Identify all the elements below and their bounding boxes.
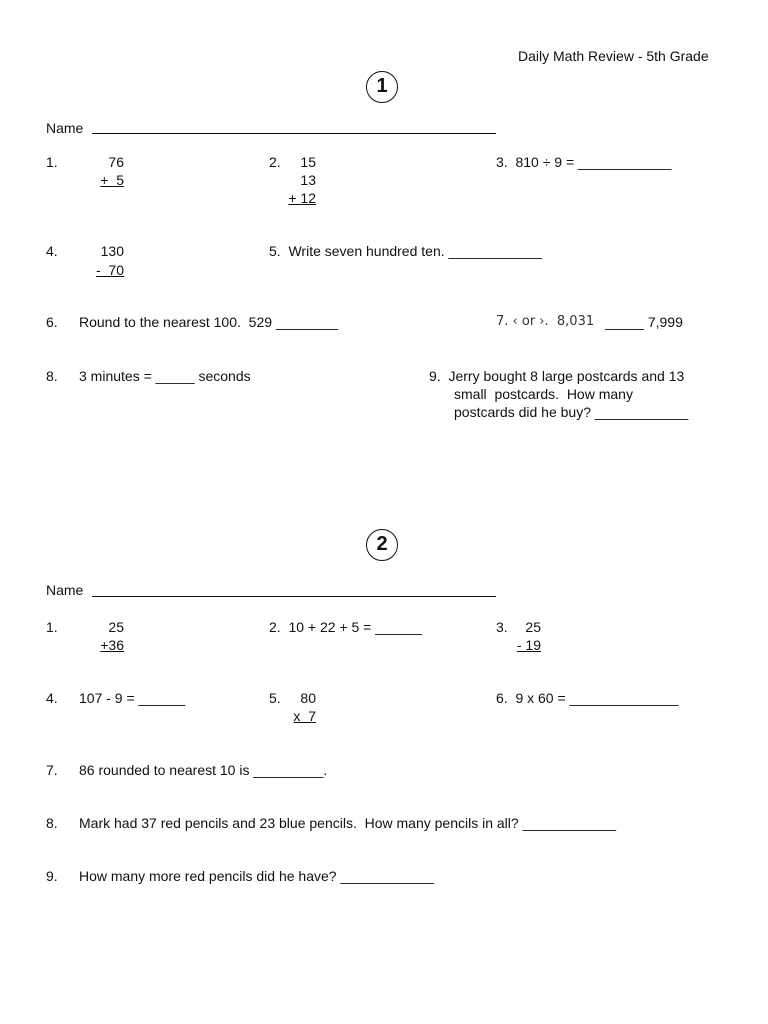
question-number: 3.: [496, 619, 508, 635]
addend-b: 13: [300, 172, 316, 188]
subtrahend: - 19: [516, 637, 541, 653]
question-number: 1.: [46, 154, 58, 170]
word-problem-line-1: 9. Jerry bought 8 large postcards and 13: [429, 368, 685, 384]
question-number: 4.: [46, 243, 58, 259]
addend-top: 76: [108, 154, 124, 170]
question-number: 8.: [46, 368, 58, 384]
question-text: _____ 7,999: [605, 314, 683, 330]
name-field[interactable]: [92, 133, 496, 134]
question-text: 3. 810 ÷ 9 = ____________: [496, 154, 672, 170]
question-text: 86 rounded to nearest 10 is _________.: [79, 762, 328, 778]
addend-bottom: + 5: [100, 172, 124, 188]
question-number: 8.: [46, 815, 58, 831]
worksheet-title: Daily Math Review - 5th Grade: [518, 48, 709, 64]
question-number: 2.: [269, 154, 281, 170]
addend-a: 15: [300, 154, 316, 170]
subtrahend: - 70: [95, 262, 124, 278]
question-prefix: 7. ‹ or ›. 8,031: [496, 314, 595, 329]
question-text: Mark had 37 red pencils and 23 blue pencils. How many pencils in all? ____________: [79, 815, 617, 831]
question-text: Round to the nearest 100. 529 ________: [79, 314, 339, 330]
addend-bottom: +36: [100, 637, 124, 653]
question-number: 6.: [46, 314, 58, 330]
question-number: 5.: [269, 690, 281, 706]
addend-c: + 12: [288, 190, 316, 206]
question-text: 2. 10 + 22 + 5 = ______: [269, 619, 422, 635]
question-number: 1.: [46, 619, 58, 635]
multiplier: x 7: [293, 708, 316, 724]
word-problem-line-2: small postcards. How many: [454, 386, 633, 402]
question-text: 6. 9 x 60 = ______________: [496, 690, 679, 706]
word-problem-line-3: postcards did he buy? ____________: [454, 404, 689, 420]
minuend: 25: [525, 619, 541, 635]
question-number: 7.: [46, 762, 58, 778]
section-1-badge: 1: [366, 71, 398, 103]
name-label: Name: [46, 120, 84, 136]
question-text: 3 minutes = _____ seconds: [79, 368, 251, 384]
question-text: 107 - 9 = ______: [79, 690, 186, 706]
question-text: How many more red pencils did he have? ____________: [79, 868, 434, 884]
section-2-badge: 2: [366, 529, 398, 561]
multiplicand: 80: [300, 690, 316, 706]
question-number: 9.: [46, 868, 58, 884]
name-label: Name: [46, 582, 84, 598]
question-text: 5. Write seven hundred ten. ____________: [269, 243, 542, 259]
name-field[interactable]: [92, 596, 496, 597]
minuend: 130: [100, 243, 124, 259]
question-number: 4.: [46, 690, 58, 706]
addend-top: 25: [108, 619, 124, 635]
